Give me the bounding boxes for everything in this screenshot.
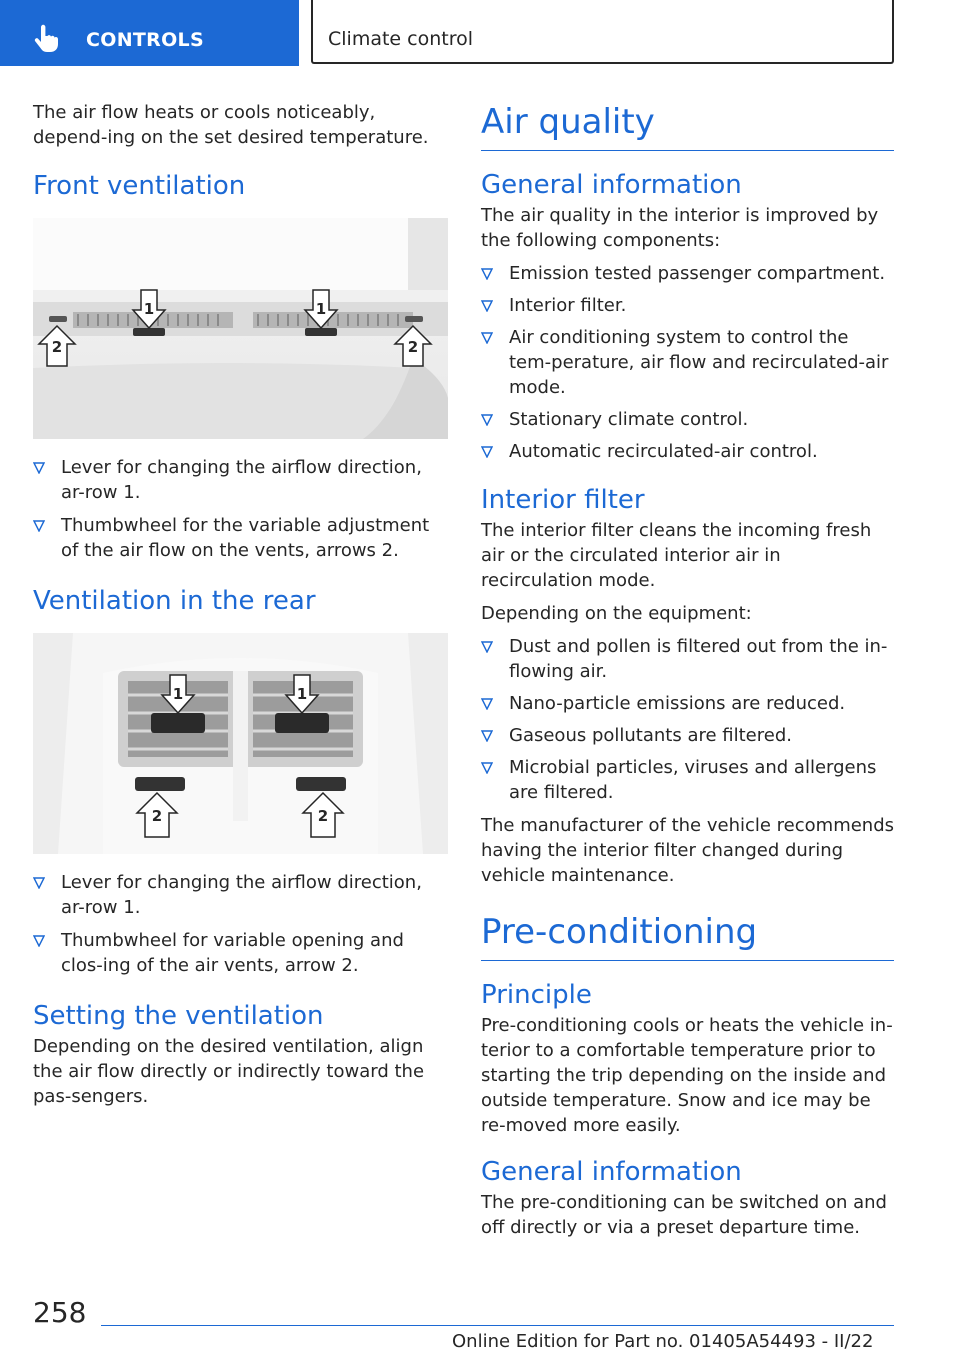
front-arrow-2-label: 2 [51, 338, 63, 356]
general-information-heading: General information [481, 170, 742, 200]
chapter-title: Climate control [328, 28, 474, 50]
triangle-bullet-icon [481, 730, 493, 742]
footer-edition: Online Edition for Part no. 01405A54493 - II/22 [452, 1331, 874, 1352]
triangle-bullet-icon [481, 446, 493, 458]
list-item: Air conditioning system to control the tem-perature, air flow and recirculated-air mode. [481, 325, 894, 400]
rear-arrow-2b-label: 2 [317, 807, 329, 825]
front-arrow-2b-label: 2 [407, 338, 419, 356]
front-vent-illustration [33, 218, 448, 439]
triangle-bullet-icon [33, 520, 45, 532]
general-information-list [481, 261, 894, 464]
pre-conditioning-heading: Pre-conditioning [481, 912, 894, 961]
list-item: Emission tested passenger compartment. [481, 261, 894, 286]
general-information-2-heading: General information [481, 1157, 742, 1187]
front-ventilation-heading: Front ventilation [33, 171, 246, 201]
triangle-bullet-icon [481, 698, 493, 710]
triangle-bullet-icon [481, 641, 493, 653]
rear-ventilation-heading: Ventilation in the rear [33, 586, 316, 616]
interior-filter-list [481, 634, 894, 805]
list-item: Gaseous pollutants are filtered. [481, 723, 894, 748]
rear-vent-illustration [33, 633, 448, 854]
front-arrow-1b-label: 1 [315, 300, 327, 318]
section-title: CONTROLS [86, 29, 204, 51]
list-item: Lever for changing the airflow direction, ar-row 1. [33, 455, 448, 505]
triangle-bullet-icon [481, 332, 493, 344]
right-column [481, 102, 894, 1240]
rear-ventilation-list [33, 870, 448, 978]
hand-pointer-icon [32, 24, 60, 54]
list-item: Stationary climate control. [481, 407, 894, 432]
rear-arrow-1-label: 1 [172, 685, 184, 703]
rear-arrow-1b-label: 1 [296, 685, 308, 703]
triangle-bullet-icon [481, 300, 493, 312]
list-item: Interior filter. [481, 293, 894, 318]
list-item: Thumbwheel for the variable adjustment of the air flow on the vents, arrows 2. [33, 513, 448, 563]
triangle-bullet-icon [481, 762, 493, 774]
triangle-bullet-icon [481, 268, 493, 280]
list-item: Microbial particles, viruses and allergens are filtered. [481, 755, 894, 805]
section-tab [0, 0, 299, 66]
triangle-bullet-icon [33, 877, 45, 889]
air-quality-heading: Air quality [481, 102, 894, 151]
list-item: Dust and pollen is filtered out from the in-flowing air. [481, 634, 894, 684]
front-ventilation-list [33, 455, 448, 563]
interior-filter-depending: Depending on the equipment: [481, 603, 752, 624]
setting-ventilation-heading: Setting the ventilation [33, 1001, 324, 1031]
interior-filter-text: The interior filter cleans the incoming fresh air or the circulated interior air in recirculation mode. [481, 520, 872, 591]
principle-heading: Principle [481, 980, 592, 1010]
left-column [33, 100, 448, 1109]
page-number: 258 [33, 1296, 87, 1329]
front-arrow-1-label: 1 [143, 300, 155, 318]
filter-recommendation-text: The manufacturer of the vehicle recommends having the interior filter changed during vehicle maintenance. [481, 815, 895, 886]
setting-ventilation-text: Depending on the desired ventilation, align the air flow directly or indirectly toward the pas-sengers. [33, 1036, 425, 1107]
rear-ventilation-figure [33, 633, 448, 854]
rear-arrow-2-label: 2 [151, 807, 163, 825]
triangle-bullet-icon [481, 414, 493, 426]
front-ventilation-figure [33, 218, 448, 439]
list-item: Lever for changing the airflow direction, ar-row 1. [33, 870, 448, 920]
footer-divider [101, 1325, 894, 1326]
principle-text: Pre-conditioning cools or heats the vehicle in-terior to a comfortable temperature prior to starting the trip depending on the inside and outside temperature. Snow and ice may be re-moved more easily. [481, 1015, 893, 1136]
triangle-bullet-icon [33, 935, 45, 947]
list-item: Nano-particle emissions are reduced. [481, 691, 894, 716]
general-information-2-text: The pre-conditioning can be switched on and off directly or via a preset departure time. [481, 1192, 887, 1238]
interior-filter-heading: Interior filter [481, 485, 645, 515]
intro-text: The air flow heats or cools noticeably, depend-ing on the set desired temperature. [33, 102, 429, 148]
list-item: Automatic recirculated-air control. [481, 439, 894, 464]
general-information-text: The air quality in the interior is improved by the following components: [481, 205, 879, 251]
list-item: Thumbwheel for variable opening and clos-ing of the air vents, arrow 2. [33, 928, 448, 978]
chapter-box [311, 0, 894, 64]
triangle-bullet-icon [33, 462, 45, 474]
